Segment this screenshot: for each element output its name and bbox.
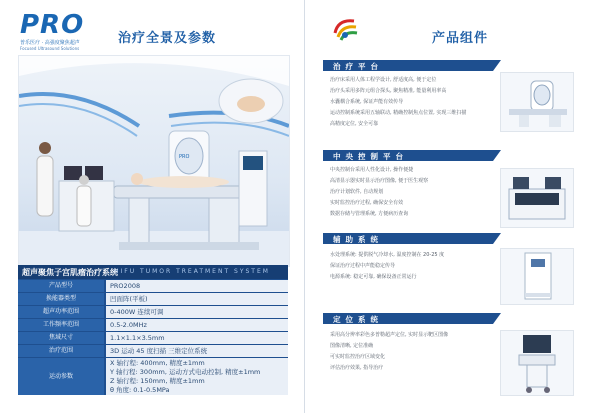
pro-logo [20, 12, 84, 51]
spec-table-title-en: HIFU TUMOR TREATMENT SYSTEM [114, 268, 270, 275]
bullet-line: 评估治疗效果, 指导治疗 [330, 365, 384, 371]
spec-table-title: 超声聚焦子宫肌瘤治疗系统 [22, 268, 118, 277]
bullet-line: 可实时监控治疗区域变化 [330, 354, 386, 360]
bullet-line: 水囊耦合系统, 保证声能有效传导 [330, 99, 404, 105]
bullet-line: 运动控制系统采用五轴联动, 精确控制焦点位置, 实现三维扫描 [330, 110, 467, 116]
section-bar-treatment [323, 60, 493, 71]
section-bar-tail [493, 313, 501, 324]
spec-value-multi [106, 358, 288, 395]
bullet-line: 水处理系统: 提供脱气冷却水, 温度控制在 20-25 度 [330, 252, 445, 258]
bullet-line: 电源系统: 稳定可靠, 确保设备正常运行 [330, 274, 417, 280]
spec-key: 换能器类型 [18, 293, 104, 305]
spec-value: 3D 运动 45 度扫描 三维定位系统 [106, 345, 288, 357]
brand-swirl-icon [330, 15, 360, 45]
spec-value: PRO2008 [106, 280, 288, 292]
page-title-left: 治疗全景及参数 [118, 31, 217, 46]
spec-value: 凹面阵(平板) [106, 293, 288, 305]
bullet-line: 数据存储与管理系统, 方便病历查询 [330, 211, 409, 217]
section-label: 定位系统 [333, 315, 383, 324]
bullet-line: 治疗头采用多阵元组合探头, 聚焦精准, 能量利用率高 [330, 88, 447, 94]
spec-row-multi [18, 358, 288, 395]
bullet-line: 采用高分辨率彩色多普勒超声定位, 实时显示靶区图像 [330, 332, 449, 338]
section-label: 治疗平台 [333, 62, 383, 71]
section-label: 中央控制平台 [333, 152, 408, 161]
section-bar-positioning [323, 313, 493, 324]
section-bar-tail [493, 233, 501, 244]
section-bar-auxiliary [323, 233, 493, 244]
bullet-line: 保证治疗过程中声能稳定传导 [330, 263, 396, 269]
logo-subtitle-en: Focused Ultrasound Solutions [20, 46, 80, 51]
treatment-room-photo [18, 55, 290, 267]
section-text-auxiliary [330, 250, 510, 283]
section-text-control [330, 165, 510, 220]
spec-value: 0.5-2.0MHz [106, 319, 288, 331]
spec-multi-line: Y 轴行程: 300mm, 运动方式电动控制, 精度±1mm [110, 368, 261, 376]
svg-text:PRO: PRO [179, 154, 190, 160]
bullet-line: 图像清晰, 定位准确 [330, 343, 374, 349]
spec-table-header [18, 265, 288, 279]
control-console-photo [500, 168, 574, 228]
spec-table [18, 265, 288, 395]
spec-value: 1.1×1.1×3.5mm [106, 332, 288, 344]
treatment-platform-photo [500, 72, 574, 132]
treatment-room-illustration [19, 56, 289, 266]
spec-key: 超声功率范围 [18, 306, 104, 318]
spec-multi-line: X 轴行程: 400mm, 精度±1mm [110, 359, 205, 367]
bullet-line: 高清显示器实时显示治疗图像, 便于医生观察 [330, 178, 429, 184]
ultrasound-unit-photo [500, 330, 574, 396]
spec-key: 产品型号 [18, 280, 104, 292]
spec-row [18, 293, 288, 305]
spec-key: 治疗范围 [18, 345, 104, 357]
logo-subtitle: 普乐医疗 · 高强度聚焦超声 [20, 40, 80, 46]
page-title-right: 产品组件 [432, 31, 489, 46]
spec-multi-line: θ 角度: 0.1-0.5MPa [110, 386, 170, 394]
section-bar-tail [493, 60, 501, 71]
spec-key: 焦域尺寸 [18, 332, 104, 344]
bullet-line: 中央控制台采用人性化设计, 操作便捷 [330, 167, 414, 173]
spec-row [18, 332, 288, 344]
section-bar-tail [493, 150, 501, 161]
spec-multi-line: Z 轴行程: 150mm, 精度±1mm [110, 377, 205, 385]
logo-text: PRO [20, 10, 85, 40]
bullet-line: 实时监控治疗过程, 确保安全有效 [330, 200, 404, 206]
spec-row [18, 280, 288, 292]
spec-row [18, 345, 288, 357]
section-text-positioning [330, 330, 510, 374]
section-bar-control [323, 150, 493, 161]
bullet-line: 治疗床采用人体工程学设计, 舒适度高, 便于定位 [330, 77, 437, 83]
section-text-treatment [330, 75, 510, 130]
spec-key: 工作频率范围 [18, 319, 104, 331]
spec-key: 运动参数 [18, 358, 104, 395]
spec-row [18, 319, 288, 331]
section-label: 辅助系统 [333, 235, 383, 244]
bullet-line: 高精度定位, 安全可靠 [330, 121, 379, 127]
auxiliary-unit-photo [500, 248, 574, 305]
bullet-line: 治疗计划软件, 自动规划 [330, 189, 384, 195]
spec-row [18, 306, 288, 318]
spec-value: 0-400W 连续可调 [106, 306, 288, 318]
